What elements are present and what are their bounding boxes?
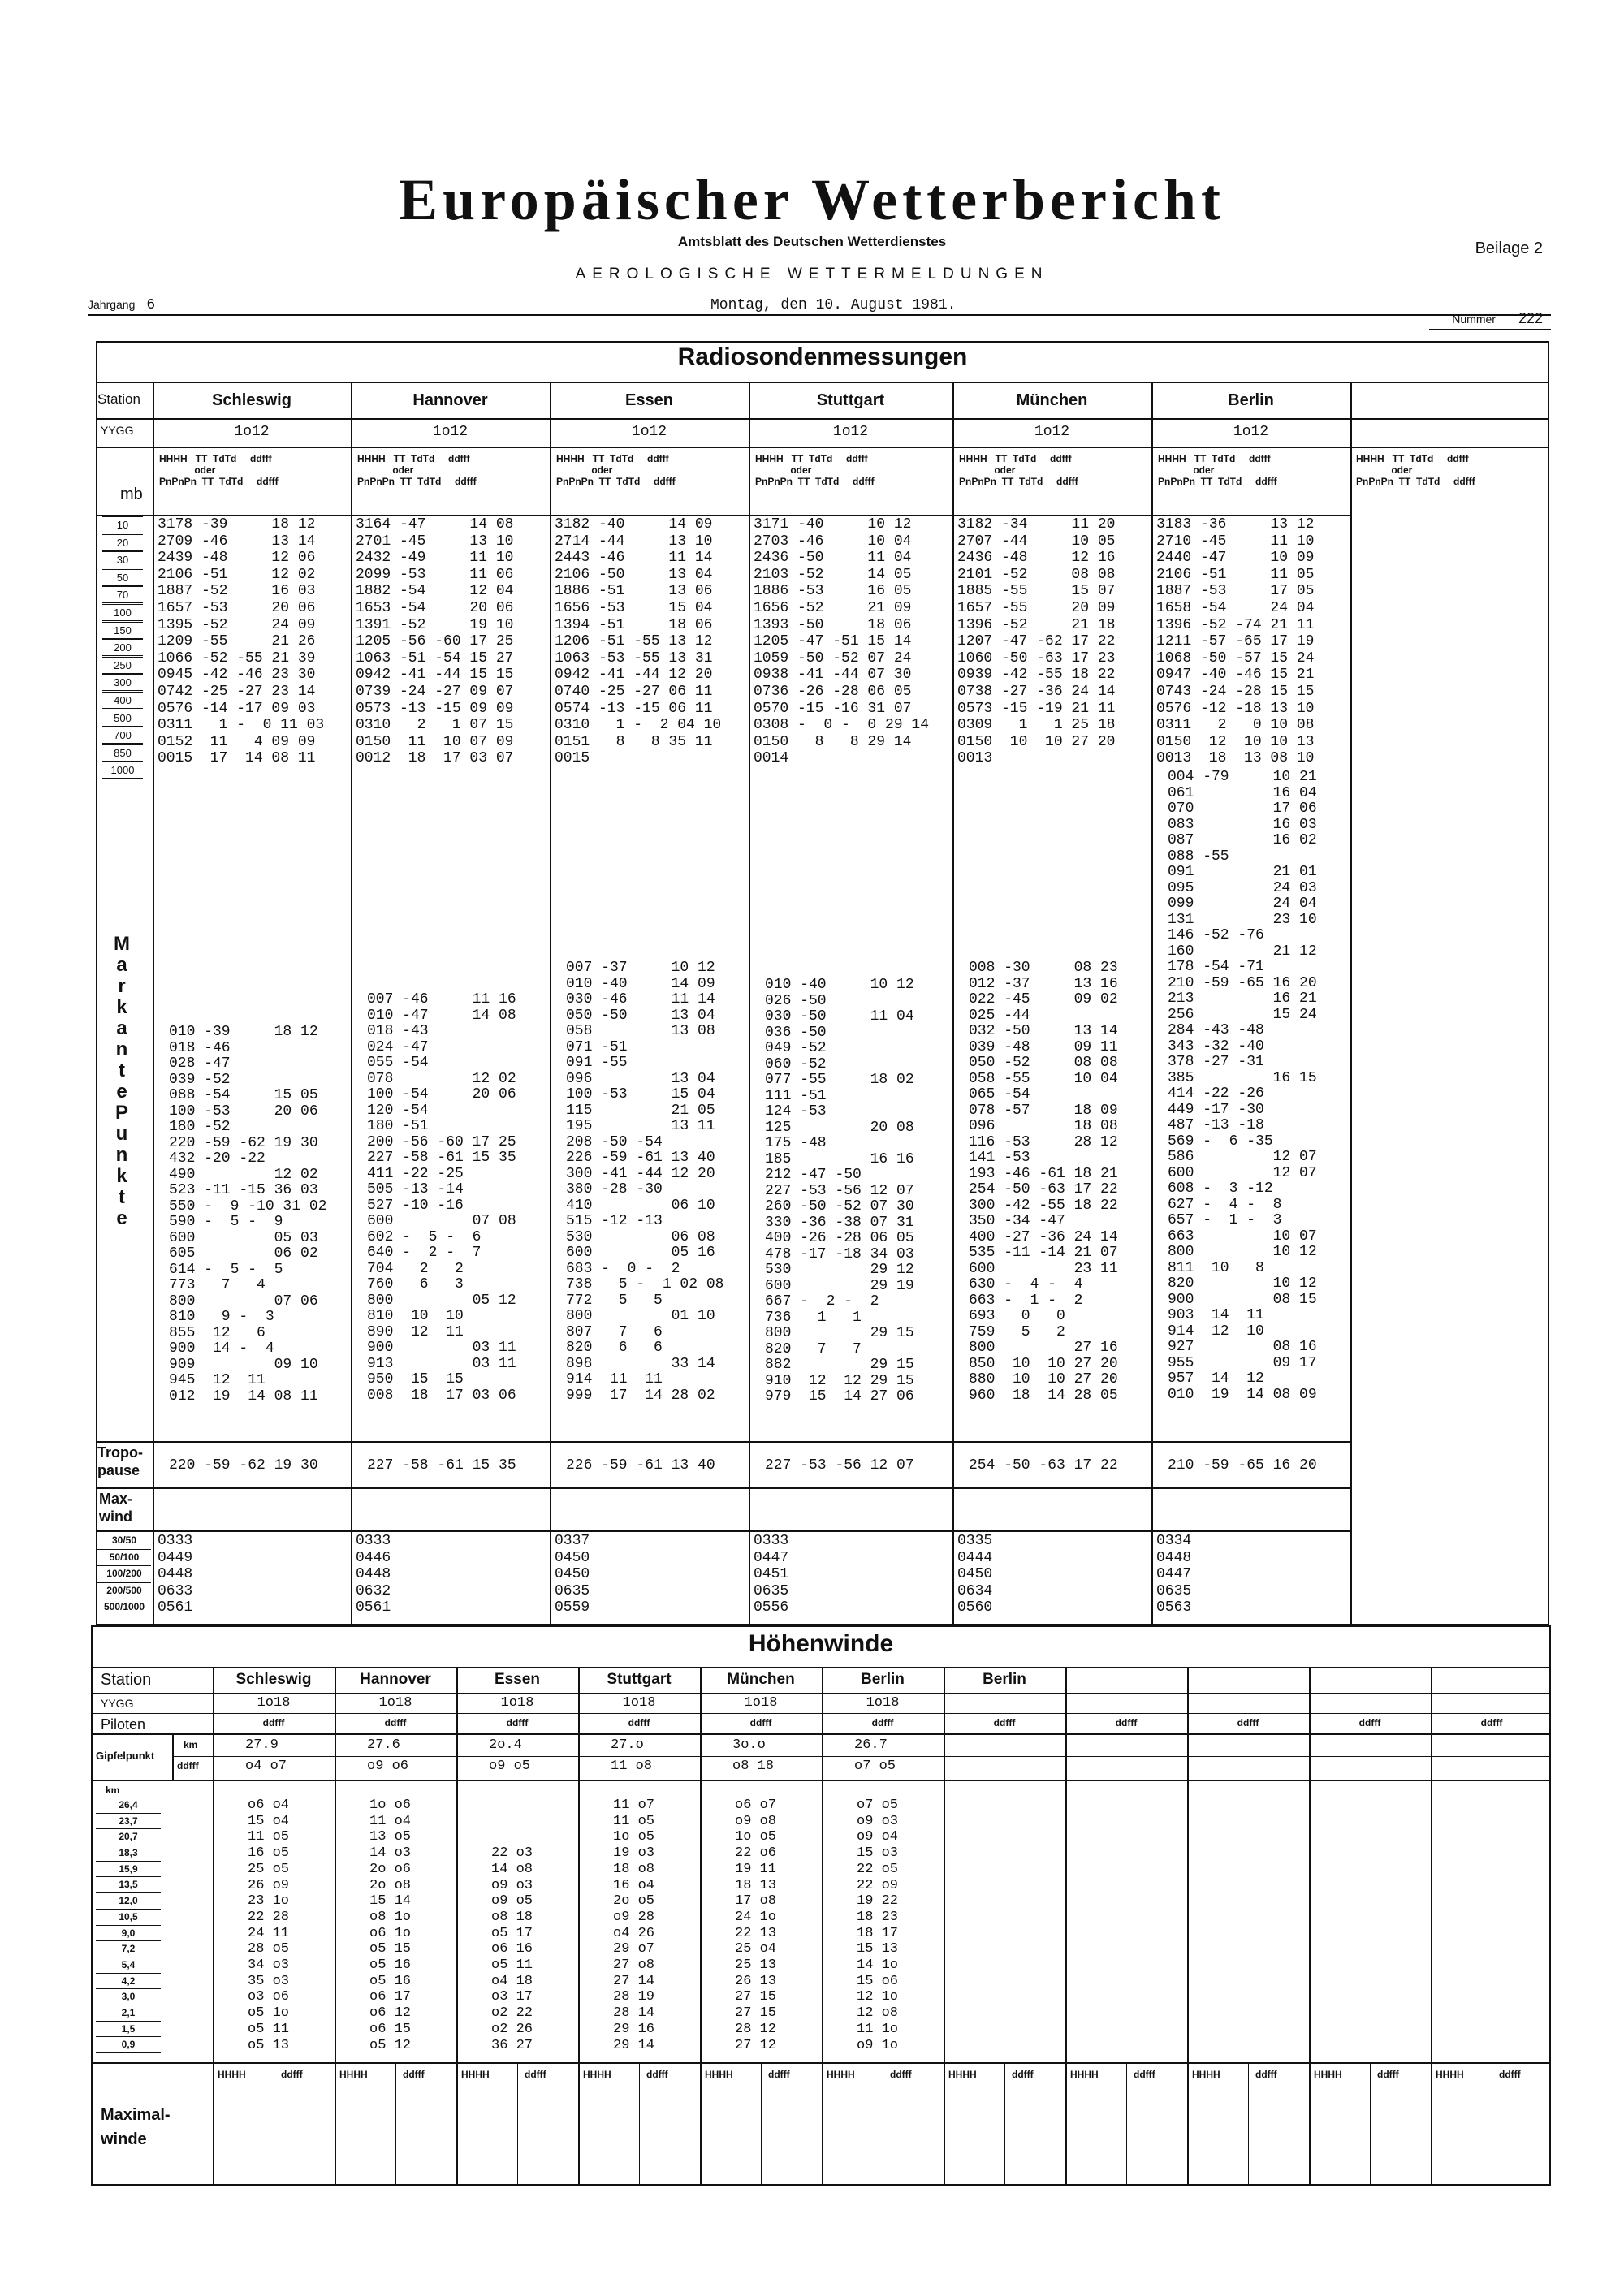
mb-level: 500	[102, 710, 143, 727]
maximal-hhhh-header: HHHH	[827, 2069, 855, 2080]
piloten-label: Piloten	[101, 1716, 146, 1733]
gipfel-km: 2o.4	[489, 1737, 522, 1753]
tropopause-label: Tropo- pause	[97, 1444, 143, 1478]
hoehen-values: o6 o4 15 o4 11 o5 16 o5 25 o5 26 o9 23 1o 22 28 24 11 28 o5 34 o3 35 o3 o3 o6 o5 1o o5 11 o5 13	[248, 1798, 290, 2053]
maximalwinde-label: Maximal- winde	[101, 2106, 171, 2148]
markante-letter: a	[116, 1017, 127, 1039]
maximal-ddfff-header: ddfff	[525, 2069, 546, 2080]
maximal-hhhh-header: HHHH	[1436, 2069, 1464, 2080]
volume-info	[88, 297, 155, 313]
hoehen-station-name: Schleswig	[235, 1671, 312, 1688]
thickness-values: 0337 0450 0450 0635 0559	[555, 1533, 590, 1616]
thickness-level: 30/50	[97, 1533, 151, 1550]
gipfel-km: 27.o	[611, 1737, 644, 1753]
hoehen-yygg: 1o18	[866, 1695, 900, 1711]
maximal-ddfff-header: ddfff	[1255, 2069, 1277, 2080]
piloten-ddfff-header: ddfff	[1480, 1717, 1503, 1728]
maximal-ddfff-header: ddfff	[1134, 2069, 1155, 2080]
gipfel-ddfff: o9 o6	[367, 1759, 409, 1774]
volume-value: 6	[146, 297, 156, 313]
hoehen-station-name: Berlin	[861, 1671, 905, 1688]
markante-letter: P	[114, 1102, 128, 1124]
mb-level: 20	[102, 534, 143, 551]
rule	[91, 2062, 1551, 2064]
thickness-level: 100/200	[97, 1566, 151, 1583]
station-name: Hannover	[412, 391, 488, 409]
significant-points-data: 010 -39 18 12 018 -46 028 -47 039 -52 088 -54 15 05 100 -53 20 06 180 -52 220 -59 -62 19 30 432 -20 -22 490 12 02 523 -11 -15 36 03 550 - 9 -10 31 02 590 - 5 - 9 600 05 03 605 06 02 614 - 5 - 5 773 7 4 800 07 06 810 9 - 3 855 12 6 900 14 - 4 909 09 10 945 12 11 012 19 14 08 11	[169, 1024, 327, 1405]
standard-levels-data: 3171 -40 10 12 2703 -46 10 04 2436 -50 11 04 2103 -52 14 05 1886 -53 16 05 1656 -52 21 09 1393 -50 18 06 1205 -47 -51 15 14 1059 -50 -52 07 24 0938 -41 -44 07 30 0736 -26 -28 06 05 0570 -15 -16 31 07 0308 - 0 - 0 29 14 0150 8 8 29 14 0014	[754, 516, 930, 767]
maximal-ddfff-header: ddfff	[646, 2069, 668, 2080]
page-title: Europäischer Wetterbericht	[399, 167, 1225, 232]
maximal-hhhh-header: HHHH	[1070, 2069, 1099, 2080]
tropopause-value: 254 -50 -63 17 22	[969, 1457, 1118, 1474]
thickness-level: 500/1000	[97, 1599, 151, 1616]
col-header: HHHH TT TdTd ddfff oder PnPnPn TT TdTd ddfff	[1158, 453, 1277, 487]
markante-letter: t	[119, 1186, 125, 1208]
mb-level: 300	[102, 674, 143, 691]
height-level: 18,3	[96, 1845, 161, 1862]
height-level: 3,0	[96, 1989, 161, 2005]
standard-levels-data: 3164 -47 14 08 2701 -45 13 10 2432 -49 11 10 2099 -53 11 06 1882 -54 12 04 1653 -54 20 06 1391 -52 19 10 1205 -56 -60 17 25 1063 -51 -54 15 27 0942 -41 -44 15 15 0739 -24 -27 09 07 0573 -13 -15 09 09 0310 2 1 07 15 0150 11 10 07 09 0012 18 17 03 07	[356, 516, 514, 767]
height-level: 1,5	[96, 2022, 161, 2038]
markante-letter: e	[116, 1207, 127, 1229]
maximal-hhhh-header: HHHH	[461, 2069, 490, 2080]
station-name: Schleswig	[212, 391, 292, 409]
hoehen-values: o7 o5 o9 o3 o9 o4 15 o3 22 o5 22 o9 19 22 18 23 18 17 15 13 14 1o 15 o6 12 1o 12 o8 11 1o o9 1o	[857, 1798, 899, 2053]
station-label: Station	[101, 1671, 152, 1689]
col-divider	[1350, 382, 1352, 1625]
hoehen-values: 1o o6 11 o4 13 o5 14 o3 2o o6 2o o8 15 14 o8 1o o6 1o o5 15 o5 16 o5 16 o6 17 o6 12 o6 15 o5 12	[369, 1798, 412, 2053]
gipfel-ddfff: o7 o5	[854, 1759, 896, 1774]
maxwind-label: Max- wind	[99, 1491, 133, 1525]
height-level: 15,9	[96, 1862, 161, 1878]
piloten-ddfff-header: ddfff	[749, 1717, 772, 1728]
height-level: 12,0	[96, 1893, 161, 1910]
standard-levels-data: 3178 -39 18 12 2709 -46 13 14 2439 -48 12 06 2106 -51 12 02 1887 -52 16 03 1657 -53 20 06 1395 -52 24 09 1209 -55 21 26 1066 -52 -55 21 39 0945 -42 -46 23 30 0742 -25 -27 23 14 0576 -14 -17 09 03 0311 1 - 0 11 03 0152 11 4 09 09 0015 17 14 08 11	[158, 516, 325, 767]
col-divider	[351, 382, 352, 1625]
thickness-values: 0333 0449 0448 0633 0561	[158, 1533, 193, 1616]
km-label: km	[106, 1785, 120, 1796]
standard-levels-data: 3182 -34 11 20 2707 -44 10 05 2436 -48 12 16 2101 -52 08 08 1885 -55 15 07 1657 -55 20 09 1396 -52 21 18 1207 -47 -62 17 22 1060 -50 -63 17 23 0939 -42 -55 18 22 0738 -27 -36 24 14 0573 -15 -19 21 11 0309 1 1 25 18 0150 10 10 27 20 0013	[957, 516, 1116, 767]
gipfel-km: 27.6	[367, 1737, 400, 1753]
tropopause-value: 220 -59 -62 19 30	[169, 1457, 318, 1474]
col-divider	[761, 2062, 762, 2186]
tropopause-value: 227 -53 -56 12 07	[765, 1457, 914, 1474]
gipfelpunkt-label: Gipfelpunkt	[96, 1750, 155, 1762]
number-label: Nummer	[1452, 313, 1496, 326]
thickness-levels	[97, 1533, 151, 1616]
mb-level: 700	[102, 727, 143, 744]
hoehen-yygg: 1o18	[622, 1695, 656, 1711]
col-header: HHHH TT TdTd ddfff oder PnPnPn TT TdTd ddfff	[556, 453, 676, 487]
rule	[91, 1780, 1551, 1781]
rule	[96, 1487, 1350, 1489]
markante-letter: k	[116, 996, 127, 1018]
col-header: HHHH TT TdTd ddfff oder PnPnPn TT TdTd ddfff	[959, 453, 1078, 487]
height-level: 26,4	[96, 1798, 161, 1814]
piloten-ddfff-header: ddfff	[384, 1717, 407, 1728]
mb-level: 400	[102, 692, 143, 709]
maximal-hhhh-header: HHHH	[705, 2069, 733, 2080]
tropopause-value: 226 -59 -61 13 40	[566, 1457, 715, 1474]
rule	[91, 1667, 1551, 1668]
yygg-value: 1o12	[631, 424, 667, 440]
yygg-label: YYGG	[101, 1697, 134, 1710]
piloten-ddfff-header: ddfff	[1237, 1717, 1259, 1728]
mb-level: 150	[102, 622, 143, 639]
gipfel-ddfff: 11 o8	[611, 1759, 653, 1774]
hoehenwinde-title: Höhenwinde	[748, 1630, 894, 1657]
gipfel-ddfff: o4 o7	[245, 1759, 287, 1774]
maximal-ddfff-header: ddfff	[1377, 2069, 1399, 2080]
rule	[96, 1441, 1350, 1443]
thickness-level: 50/100	[97, 1550, 151, 1567]
rule	[96, 418, 1549, 420]
tropopause-value: 227 -58 -61 15 35	[367, 1457, 516, 1474]
thickness-values: 0333 0446 0448 0632 0561	[356, 1533, 391, 1616]
km-label: km	[184, 1739, 198, 1750]
mb-level: 1000	[102, 762, 143, 779]
height-level: 4,2	[96, 1974, 161, 1990]
maximal-hhhh-header: HHHH	[948, 2069, 977, 2080]
markante-letter: n	[115, 1038, 128, 1060]
col-divider	[456, 1667, 458, 2186]
height-level: 7,2	[96, 1941, 161, 1957]
hoehen-station-name: Stuttgart	[607, 1671, 672, 1688]
height-level: 23,7	[96, 1814, 161, 1830]
maximal-ddfff-header: ddfff	[1012, 2069, 1034, 2080]
maximal-hhhh-header: HHHH	[1192, 2069, 1220, 2080]
station-name: Stuttgart	[816, 391, 885, 409]
header-rule-short	[1429, 329, 1551, 330]
mb-level: 70	[102, 586, 143, 603]
piloten-ddfff-header: ddfff	[262, 1717, 285, 1728]
markante-letter: M	[114, 933, 130, 955]
mb-label: mb	[120, 486, 143, 503]
col-divider	[395, 2062, 396, 2186]
mb-level: 30	[102, 551, 143, 568]
standard-levels-data: 3183 -36 13 12 2710 -45 11 10 2440 -47 10 09 2106 -51 11 05 1887 -53 17 05 1658 -54 24 04 1396 -52 -74 21 11 1211 -57 -65 17 19 1068 -50 -57 15 24 0947 -40 -46 15 21 0743 -24 -28 15 15 0576 -12 -18 13 10 0311 2 0 10 08 0150 12 10 10 13 0013 18 13 08 10	[1156, 516, 1315, 767]
maximal-ddfff-header: ddfff	[1499, 2069, 1521, 2080]
mb-level: 100	[102, 604, 143, 621]
hoehen-yygg: 1o18	[744, 1695, 778, 1711]
col-divider	[1248, 2062, 1249, 2186]
radiosonde-title: Radiosondenmessungen	[677, 343, 968, 370]
col-header: HHHH TT TdTd ddfff oder PnPnPn TT TdTd ddfff	[755, 453, 875, 487]
markante-letter: a	[116, 954, 127, 976]
height-level: 10,5	[96, 1910, 161, 1926]
col-divider	[1004, 2062, 1005, 2186]
number-value: 222	[1518, 310, 1543, 326]
page-subtitle: Amtsblatt des Deutschen Wetterdienstes	[677, 234, 947, 249]
yygg-value: 1o12	[1034, 424, 1070, 440]
hoehen-station-name: Hannover	[360, 1671, 431, 1688]
col-header: HHHH TT TdTd ddfff oder PnPnPn TT TdTd ddfff	[159, 453, 279, 487]
supplement-label: Beilage 2	[1475, 240, 1543, 257]
issue-date: Montag, den 10. August 1981.	[710, 297, 957, 313]
col-divider	[517, 2062, 518, 2186]
hoehen-values: o6 o7 o9 o8 1o o5 22 o6 19 11 18 13 17 o8 24 1o 22 13 25 o4 25 13 26 13 27 15 27 15 28 12 27 12	[735, 1798, 777, 2053]
col-divider	[550, 382, 551, 1625]
ddfff-label: ddfff	[177, 1760, 199, 1772]
issue-number	[1452, 310, 1543, 327]
maximal-ddfff-header: ddfff	[768, 2069, 790, 2080]
markante-letter: e	[116, 1081, 127, 1103]
thickness-values: 0333 0447 0451 0635 0556	[754, 1533, 789, 1616]
markante-letter: n	[115, 1144, 128, 1166]
station-name: Berlin	[1228, 391, 1274, 409]
col-divider	[1065, 1667, 1067, 2186]
col-divider	[335, 1667, 336, 2186]
gipfel-km: 27.9	[245, 1737, 279, 1753]
hoehen-yygg: 1o18	[257, 1695, 291, 1711]
hoehen-values: 22 o3 14 o8 o9 o3 o9 o5 o8 18 o5 17 o6 16 o5 11 o4 18 o3 17 o2 22 o2 26 36 27	[491, 1845, 533, 2053]
rule	[91, 1733, 1551, 1735]
significant-points-data: 004 -79 10 21 061 16 04 070 17 06 083 16 03 087 16 02 088 -55 091 21 01 095 24 03 099 24 04 131 23 10 146 -52 -76 160 21 12 178 -54 -71 210 -59 -65 16 20 213 16 21 256 15 24 284 -43 -48 343 -32 -40 378 -27 -31 385 16 15 414 -22 -26 449 -17 -30 487 -13 -18 569 - 6 -35 586 12 07 600 12 07 608 - 3 -12 627 - 4 - 8 657 - 1 - 3 663 10 07 800 10 12 811 10 8 820 10 12 900 08 15 903 14 11 914 12 10 927 08 16 955 09 17 957 14 12 010 19 14 08 09	[1168, 769, 1317, 1403]
hoehen-values: 11 o7 11 o5 1o o5 19 o3 18 o8 16 o4 2o o5 o9 28 o4 26 29 o7 27 o8 27 14 28 19 28 14 29 16 29 14	[613, 1798, 655, 2053]
maximal-ddfff-header: ddfff	[890, 2069, 912, 2080]
volume-label: Jahrgang	[88, 298, 136, 311]
height-level: 13,5	[96, 1877, 161, 1893]
thickness-level: 200/500	[97, 1583, 151, 1600]
piloten-ddfff-header: ddfff	[871, 1717, 894, 1728]
hoehen-station-name: Essen	[495, 1671, 540, 1688]
maximal-hhhh-header: HHHH	[339, 2069, 368, 2080]
markante-letter: r	[118, 975, 126, 997]
significant-points-data: 008 -30 08 23 012 -37 13 16 022 -45 09 02 025 -44 032 -50 13 14 039 -48 09 11 050 -52 08 08 058 -55 10 04 065 -54 078 -57 18 09 096 18 08 116 -53 28 12 141 -53 193 -46 -61 18 21 254 -50 -63 17 22 300 -42 -55 18 22 350 -34 -47 400 -27 -36 24 14 535 -11 -14 21 07 600 23 11 630 - 4 - 4 663 - 1 - 2 693 0 0 759 5 2 800 27 16 850 10 10 27 20 880 10 10 27 20 960 18 14 28 05	[969, 960, 1118, 1404]
col-divider	[1187, 1667, 1189, 2186]
piloten-ddfff-header: ddfff	[628, 1717, 650, 1728]
col-divider	[1431, 1667, 1432, 2186]
tropopause-value: 210 -59 -65 16 20	[1168, 1457, 1317, 1474]
height-level: 9,0	[96, 1926, 161, 1942]
rule	[96, 447, 1549, 448]
piloten-ddfff-header: ddfff	[1115, 1717, 1138, 1728]
col-divider	[213, 1667, 214, 2186]
piloten-ddfff-header: ddfff	[506, 1717, 529, 1728]
col-divider	[153, 382, 154, 1625]
mb-level: 850	[102, 744, 143, 762]
rule	[172, 1756, 1551, 1757]
hoehen-station-name: Berlin	[983, 1671, 1026, 1688]
height-level: 0,9	[96, 2037, 161, 2053]
significant-points-data: 010 -40 10 12 026 -50 030 -50 11 04 036 -50 049 -52 060 -52 077 -55 18 02 111 -51 124 -53 125 20 08 175 -48 185 16 16 212 -47 -50 227 -53 -56 12 07 260 -50 -52 07 30 330 -36 -38 07 31 400 -26 -28 06 05 478 -17 -18 34 03 530 29 12 600 29 19 667 - 2 - 2 736 1 1 800 29 15 820 7 7 882 29 15 910 12 12 29 15 979 15 14 27 06	[765, 977, 914, 1405]
thickness-values: 0334 0448 0447 0635 0563	[1156, 1533, 1192, 1616]
mb-level-column	[102, 516, 143, 779]
rule	[96, 382, 1549, 383]
yygg-label: YYGG	[101, 424, 134, 437]
col-header: HHHH TT TdTd ddfff oder PnPnPn TT TdTd ddfff	[1356, 453, 1475, 487]
piloten-ddfff-header: ddfff	[1358, 1717, 1381, 1728]
markante-punkte-label	[106, 934, 138, 1229]
rule	[91, 1713, 1551, 1714]
gipfel-km: 26.7	[854, 1737, 888, 1753]
mb-level: 50	[102, 569, 143, 586]
col-divider	[578, 1667, 580, 2186]
piloten-ddfff-header: ddfff	[993, 1717, 1016, 1728]
mb-level: 200	[102, 639, 143, 656]
mb-level: 10	[102, 516, 143, 533]
yygg-value: 1o12	[234, 424, 270, 440]
col-divider	[952, 382, 954, 1625]
gipfel-ddfff: o8 18	[732, 1759, 775, 1774]
height-level: 5,4	[96, 1957, 161, 1974]
rule	[91, 1693, 1551, 1694]
col-divider	[749, 382, 750, 1625]
markante-letter: u	[115, 1123, 128, 1145]
maximal-ddfff-header: ddfff	[281, 2069, 303, 2080]
standard-levels-data: 3182 -40 14 09 2714 -44 13 10 2443 -46 11 14 2106 -50 13 04 1886 -51 13 06 1656 -53 15 04 1394 -51 18 06 1206 -51 -55 13 12 1063 -53 -55 13 31 0942 -41 -44 12 20 0740 -25 -27 06 11 0574 -13 -15 06 11 0310 1 - 2 04 10 0151 8 8 35 11 0015	[555, 516, 722, 767]
col-divider	[1126, 2062, 1127, 2186]
markante-letter: k	[116, 1165, 127, 1187]
col-divider	[1151, 382, 1153, 1625]
hoehen-station-name: München	[727, 1671, 795, 1688]
col-header: HHHH TT TdTd ddfff oder PnPnPn TT TdTd ddfff	[357, 453, 477, 487]
col-divider	[639, 2062, 640, 2186]
rule	[96, 1530, 1350, 1532]
gipfel-ddfff: o9 o5	[489, 1759, 531, 1774]
maximal-hhhh-header: HHHH	[1314, 2069, 1342, 2080]
significant-points-data: 007 -37 10 12 010 -40 14 09 030 -46 11 14 050 -50 13 04 058 13 08 071 -51 091 -55 096 13 04 100 -53 15 04 115 21 05 195 13 11 208 -50 -54 226 -59 -61 13 40 300 -41 -44 12 20 380 -28 -30 410 06 10 515 -12 -13 530 06 08 600 05 16 683 - 0 - 2 738 5 - 1 02 08 772 5 5 800 01 10 807 7 6 820 6 6 898 33 14 914 11 11 999 17 14 28 02	[566, 960, 724, 1404]
header-rule	[88, 314, 1551, 316]
yygg-value: 1o12	[1233, 424, 1269, 440]
col-divider	[944, 1667, 945, 2186]
gipfel-km: 3o.o	[732, 1737, 766, 1753]
col-divider	[1309, 1667, 1311, 2186]
series-title: AEROLOGISCHE WETTERMELDUNGEN	[575, 265, 1049, 283]
mb-level: 250	[102, 657, 143, 674]
yygg-value: 1o12	[832, 424, 869, 440]
significant-points-data: 007 -46 11 16 010 -47 14 08 018 -43 024 -47 055 -54 078 12 02 100 -54 20 06 120 -54 180 -51 200 -56 -60 17 25 227 -58 -61 15 35 411 -22 -25 505 -13 -14 527 -10 -16 600 07 08 602 - 5 - 6 640 - 2 - 7 704 2 2 760 6 3 800 05 12 810 10 10 890 12 11 900 03 11 913 03 11 950 15 15 008 18 17 03 06	[367, 991, 516, 1404]
hoehen-yygg: 1o18	[378, 1695, 412, 1711]
station-name: München	[1016, 391, 1088, 409]
station-name: Essen	[625, 391, 673, 409]
height-level: 20,7	[96, 1829, 161, 1845]
maximal-hhhh-header: HHHH	[218, 2069, 246, 2080]
col-divider	[1370, 2062, 1371, 2186]
yygg-value: 1o12	[432, 424, 469, 440]
maximal-ddfff-header: ddfff	[403, 2069, 425, 2080]
col-divider	[172, 1733, 174, 1780]
col-divider	[700, 1667, 702, 2186]
markante-letter: t	[119, 1060, 125, 1081]
thickness-values: 0335 0444 0450 0634 0560	[957, 1533, 993, 1616]
maximal-hhhh-header: HHHH	[583, 2069, 611, 2080]
col-divider	[822, 1667, 823, 2186]
station-label: Station	[97, 391, 140, 407]
hoehen-levels	[96, 1798, 161, 2053]
height-level: 2,1	[96, 2005, 161, 2022]
hoehen-yygg: 1o18	[500, 1695, 534, 1711]
